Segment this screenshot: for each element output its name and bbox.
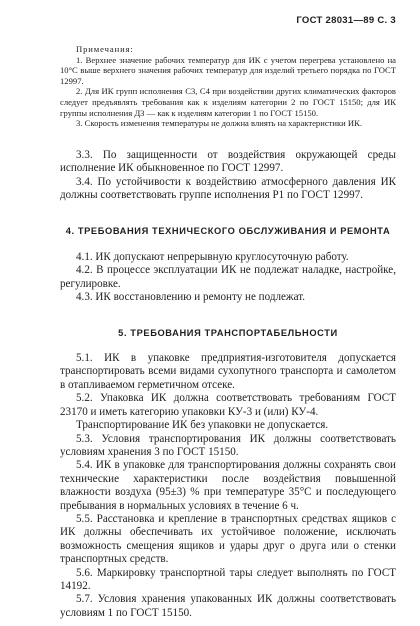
paragraph: 4.2. В процессе эксплуатации ИК не подлежат наладке, настройке, регулировке. bbox=[60, 264, 396, 290]
note-item: 2. Для ИК групп исполнения С3, С4 при воздействии других климатических факторов следует предъявлять требования как к изделиям категории 2 по ГОСТ 15150; для ИК группы исполнения Д3 — как к изделиям категории 1 по ГОСТ 15150. bbox=[60, 86, 396, 118]
notes-title: Примечания: bbox=[76, 44, 134, 54]
paragraph: 5.4. ИК в упаковке для транспортирования должны сохранять свои технические характеристики после воздействия повышенной влажности воздуха (95±3) % при температуре 35°С и последующего пребывания в нормальных условиях в течение 6 ч. bbox=[60, 459, 396, 512]
paragraph: 3.3. По защищенности от воздействия окружающей среды исполнение ИК обыкновенное по ГОСТ 12997. bbox=[60, 149, 396, 175]
paragraph: 4.1. ИК допускают непрерывную круглосуточную работу. bbox=[76, 251, 349, 264]
paragraph: 5.3. Условия транспортирования ИК должны соответствовать условиям хранения 3 по ГОСТ 15150. bbox=[60, 432, 396, 458]
page-header: ГОСТ 28031—89 С. 3 bbox=[296, 15, 396, 26]
paragraph: 5.1. ИК в упаковке предприятия-изготовителя допускается транспортировать всеми видами сухопутного транспорта и самолетом в отапливаемом герметичном отсеке. bbox=[60, 352, 396, 391]
note-item: 3. Скорость изменения температуры не должна влиять на характеристики ИК. bbox=[76, 118, 363, 129]
paragraph: 5.7. Условия хранения упакованных ИК должны соответствовать условиям 1 по ГОСТ 15150. bbox=[60, 593, 396, 619]
paragraph: 5.5. Расстановка и крепление в транспортных средствах ящиков с ИК должны обеспечивать их устойчивое положение, исключать возможность смещения ящиков и удары друг о друга или о стенки транспортных средств. bbox=[60, 512, 396, 566]
section-5-heading: 5. ТРЕБОВАНИЯ ТРАНСПОРТАБЕЛЬНОСТИ bbox=[118, 327, 338, 338]
note-item: 1. Верхнее значение рабочих температур для ИК с учетом перегрева установлено на 10°С выше верхнего значения рабочих температур для изделий третьего порядка по ГОСТ 12997. bbox=[60, 54, 396, 86]
paragraph: Транспортирование ИК без упаковки не допускается. bbox=[76, 419, 329, 432]
paragraph: 4.3. ИК восстановлению и ремонту не подлежат. bbox=[76, 291, 306, 304]
paragraph: 5.2. Упаковка ИК должна соответствовать требованиям ГОСТ 23170 и иметь категорию упаковки КУ-3 и (или) КУ-4. bbox=[60, 392, 396, 418]
paragraph: 3.4. По устойчивости к воздействию атмосферного давления ИК должны соответствовать группе исполнения Р1 по ГОСТ 12997. bbox=[60, 175, 396, 202]
main-text bbox=[60, 149, 396, 620]
paragraph: 5.6. Маркировку транспортной тары следует выполнять по ГОСТ 14192. bbox=[60, 566, 396, 592]
section-4-heading: 4. ТРЕБОВАНИЯ ТЕХНИЧЕСКОГО ОБСЛУЖИВАНИЯ И РЕМОНТА bbox=[65, 225, 391, 236]
notes-block bbox=[60, 44, 396, 129]
